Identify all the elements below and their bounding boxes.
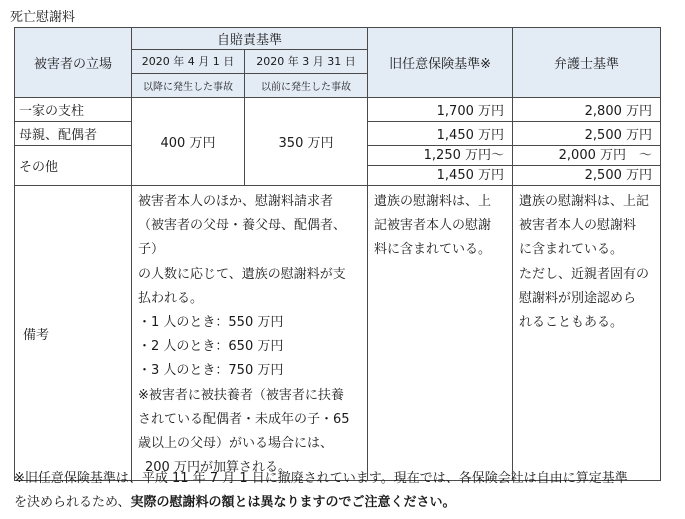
remarks-line: ・3 人のとき：750 万円 — [138, 363, 284, 379]
page-title: 死亡慰謝料 — [10, 10, 76, 25]
remarks-line: 遺族の慰謝料は、上記 — [519, 194, 650, 209]
remarks-line: 記被害者本人の慰謝 — [374, 218, 492, 234]
header-after-date: 2020 年 4 月 1 日 — [132, 50, 245, 74]
remarks-line: 被害者本人の慰謝料 — [519, 218, 637, 234]
remarks-line: の人数に応じて、遺族の慰謝料が支 — [138, 266, 346, 282]
remarks-line: 慰謝料が別途認めら — [519, 290, 637, 306]
footnote-line-2 — [14, 491, 666, 515]
remarks-line: ただし、近親者固有の — [519, 266, 650, 282]
lawyer-value-breadwinner: 2,800 万円 — [513, 98, 661, 122]
header-lawyer: 弁護士基準 — [513, 28, 661, 98]
remarks-line: されている配偶者・未成年の子・65 — [138, 411, 350, 427]
old-value-other — [368, 146, 513, 186]
lawyer-value-other — [513, 146, 661, 186]
footnote-plain-text: を決められるため、 — [14, 495, 131, 510]
row-role-mother-spouse: 母親、配偶者 — [15, 122, 132, 146]
remarks-label: 備考 — [15, 186, 132, 481]
lawyer-value-other-top: 2,000 万円 ～ — [513, 146, 660, 166]
header-before-date: 2020 年 3 月 31 日 — [245, 50, 368, 74]
header-before-note: 以前に発生した事故 — [245, 74, 368, 98]
old-value-mother-spouse: 1,450 万円 — [368, 122, 513, 146]
lawyer-value-mother-spouse: 2,500 万円 — [513, 122, 661, 146]
jibaiseki-before-value: 350 万円 — [245, 98, 368, 186]
old-value-breadwinner: 1,700 万円 — [368, 98, 513, 122]
header-old-insurance: 旧任意保険基準※ — [368, 28, 513, 98]
remarks-line: 歳以上の父母）がいる場合には、 — [138, 436, 334, 452]
remarks-line: 200 万円が加算される。 — [145, 460, 291, 476]
compensation-table — [14, 27, 661, 481]
remarks-line: 払われる。 — [138, 290, 204, 306]
remarks-jibaiseki — [132, 186, 368, 481]
remarks-line: 被害者本人のほか、慰謝料請求者 — [138, 194, 334, 209]
remarks-line: に含まれている。 — [519, 242, 624, 258]
header-role: 被害者の立場 — [15, 28, 132, 98]
remarks-line: ※被害者に被扶養者（被害者に扶養 — [138, 387, 344, 403]
footnote — [14, 467, 666, 515]
row-role-other: その他 — [15, 146, 132, 186]
remarks-line: れることもある。 — [519, 315, 624, 331]
remarks-line: 遺族の慰謝料は、上 — [374, 194, 492, 209]
remarks-line: 料に含まれている。 — [374, 242, 492, 258]
footnote-line-1: ※旧任意保険基準は、平成 11 年 7 月 1 日に撤廃されています。現在では、各保険会社は自由に算定基準 — [14, 471, 628, 486]
header-jibaiseki: 自賠責基準 — [132, 28, 368, 50]
remarks-line: ・1 人のとき：550 万円 — [138, 315, 284, 331]
footnote-emphasis: 実際の慰謝料の額とは異なりますのでご注意ください。 — [130, 495, 456, 510]
remarks-line: ・2 人のとき：650 万円 — [138, 339, 284, 355]
row-role-breadwinner: 一家の支柱 — [15, 98, 132, 122]
lawyer-value-other-bottom: 2,500 万円 — [584, 168, 653, 183]
header-after-note: 以降に発生した事故 — [132, 74, 245, 98]
remarks-lawyer — [513, 186, 661, 481]
remarks-line: （被害者の父母・養父母、配偶者、子） — [138, 218, 347, 258]
remarks-old-insurance — [368, 186, 513, 481]
old-value-other-top: 1,250 万円～ — [368, 146, 512, 166]
old-value-other-bottom: 1,450 万円 — [436, 168, 505, 183]
jibaiseki-after-value: 400 万円 — [132, 98, 245, 186]
